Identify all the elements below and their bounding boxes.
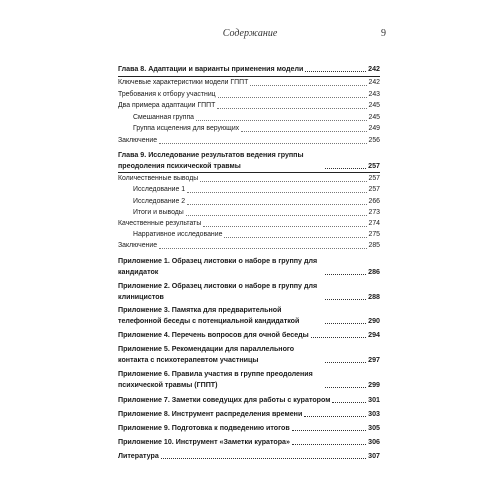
toc-entry-title: Исследование 1 <box>133 186 186 193</box>
toc-entry-page: 307 <box>368 452 380 460</box>
toc-entry-title: Приложение 8. Инструмент распределения времени <box>118 410 303 418</box>
toc-entry-title: Приложение 10. Инструмент «Заметки куратора» <box>118 438 290 446</box>
toc-entry-title: Приложение 2. Образец листовки о наборе в группу для клиницистов <box>118 282 318 301</box>
toc-entry-page: 249 <box>368 125 380 132</box>
toc-entry-page: 299 <box>368 381 380 389</box>
toc-entry-page: 257 <box>368 162 380 170</box>
toc-entry-title: Глава 9. Исследование результатов ведения группы преодоления психической травмы <box>118 151 304 170</box>
toc-appendix-6 <box>118 369 380 390</box>
toc-entry-title: Нарративное исследование <box>133 231 223 238</box>
toc-entry-title: Итоги и выводы <box>133 209 184 216</box>
toc-entry-page: 285 <box>368 242 380 249</box>
toc-entry <box>133 124 380 134</box>
page-number: 9 <box>381 28 386 39</box>
toc-entry-title: Требования к отбору участниц <box>118 91 216 98</box>
toc-entry-title: Приложение 1. Образец листовки о наборе в группу для кандидаток <box>118 257 318 276</box>
toc-entry-title: Заключение <box>118 242 158 249</box>
toc-entry-page: 290 <box>368 317 380 325</box>
toc-entry-page: 297 <box>368 356 380 364</box>
toc-entry-title: Приложение 7. Заметки соведущих для работы с куратором <box>118 396 331 404</box>
toc-chapter-8 <box>118 64 380 74</box>
toc-entry-title: Количественные выводы <box>118 175 199 182</box>
toc-entry-page: 242 <box>368 65 380 73</box>
toc-entry-page: 243 <box>368 91 380 98</box>
toc-entry-page: 286 <box>368 268 380 276</box>
toc-entry-page: 294 <box>368 331 380 339</box>
toc-entry-page: 275 <box>368 231 380 238</box>
toc-entry-title: Смешанная группа <box>133 114 195 121</box>
running-title: Содержание <box>222 28 278 39</box>
toc-entry <box>133 197 380 207</box>
toc-entry-title: Глава 8. Адаптации и варианты применения модели <box>118 65 304 73</box>
toc-appendix-2 <box>118 281 380 302</box>
toc-entry-title: Ключевые характеристики модели ГППТ <box>118 79 249 86</box>
toc-entry <box>118 90 380 100</box>
toc-entry-page: 301 <box>368 396 380 404</box>
toc-entry-page: 257 <box>368 175 380 182</box>
toc-appendix-9 <box>118 423 380 433</box>
toc-entry-title: Литература <box>118 452 159 460</box>
toc-entry-title: Приложение 4. Перечень вопросов для очной беседы <box>118 331 309 339</box>
toc-entry-title: Приложение 3. Памятка для предварительной телефонной беседы с потенциальной кандидаткой <box>118 306 300 325</box>
section-divider <box>118 172 380 173</box>
toc-entry-title: Качественные результаты <box>118 220 202 227</box>
toc-entry-title: Исследование 2 <box>133 198 186 205</box>
toc-entry-page: 245 <box>368 102 380 109</box>
toc-appendix-5 <box>118 344 380 365</box>
toc-entry <box>118 101 380 111</box>
section-divider <box>118 76 380 77</box>
toc-entry-page: 273 <box>368 209 380 216</box>
toc-entry <box>133 185 380 195</box>
toc-entry-page: 242 <box>368 79 380 86</box>
toc-appendix-7 <box>118 395 380 405</box>
toc-entry-title: Группа исцеления для верующих <box>133 125 240 132</box>
toc-entry-page: 266 <box>368 198 380 205</box>
toc-chapter-9 <box>118 150 380 171</box>
toc-entry-page: 274 <box>368 220 380 227</box>
toc-entry-title: Заключение <box>118 137 158 144</box>
toc-appendix-3 <box>118 305 380 326</box>
toc-entry <box>118 241 380 251</box>
toc-entry-page: 305 <box>368 424 380 432</box>
toc-entry-title: Приложение 9. Подготовка к подведению итогов <box>118 424 290 432</box>
toc-entry-page: 257 <box>368 186 380 193</box>
toc-appendix-8 <box>118 409 380 419</box>
toc-entry <box>118 136 380 146</box>
toc-entry <box>118 174 380 184</box>
toc-entry-page: 306 <box>368 438 380 446</box>
toc-entry <box>118 219 380 229</box>
toc-entry-title: Приложение 5. Рекомендации для параллельного контакта с психотерапевтом участницы <box>118 345 295 364</box>
toc-appendix-10 <box>118 437 380 447</box>
toc-entry-title: Приложение 6. Правила участия в группе преодоления психической травмы (ГППТ) <box>118 370 313 389</box>
toc-literature <box>118 451 380 461</box>
toc-entry-page: 303 <box>368 410 380 418</box>
toc-entry-title: Два примера адаптации ГППТ <box>118 102 216 109</box>
toc-appendix-1 <box>118 256 380 277</box>
toc-entry-page: 256 <box>368 137 380 144</box>
toc-appendix-4 <box>118 330 380 340</box>
toc-entry <box>133 230 380 240</box>
toc-entry-page: 245 <box>368 114 380 121</box>
toc-entry <box>118 78 380 88</box>
toc-entry <box>133 208 380 218</box>
toc-entry-page: 288 <box>368 293 380 301</box>
toc-entry <box>133 113 380 123</box>
